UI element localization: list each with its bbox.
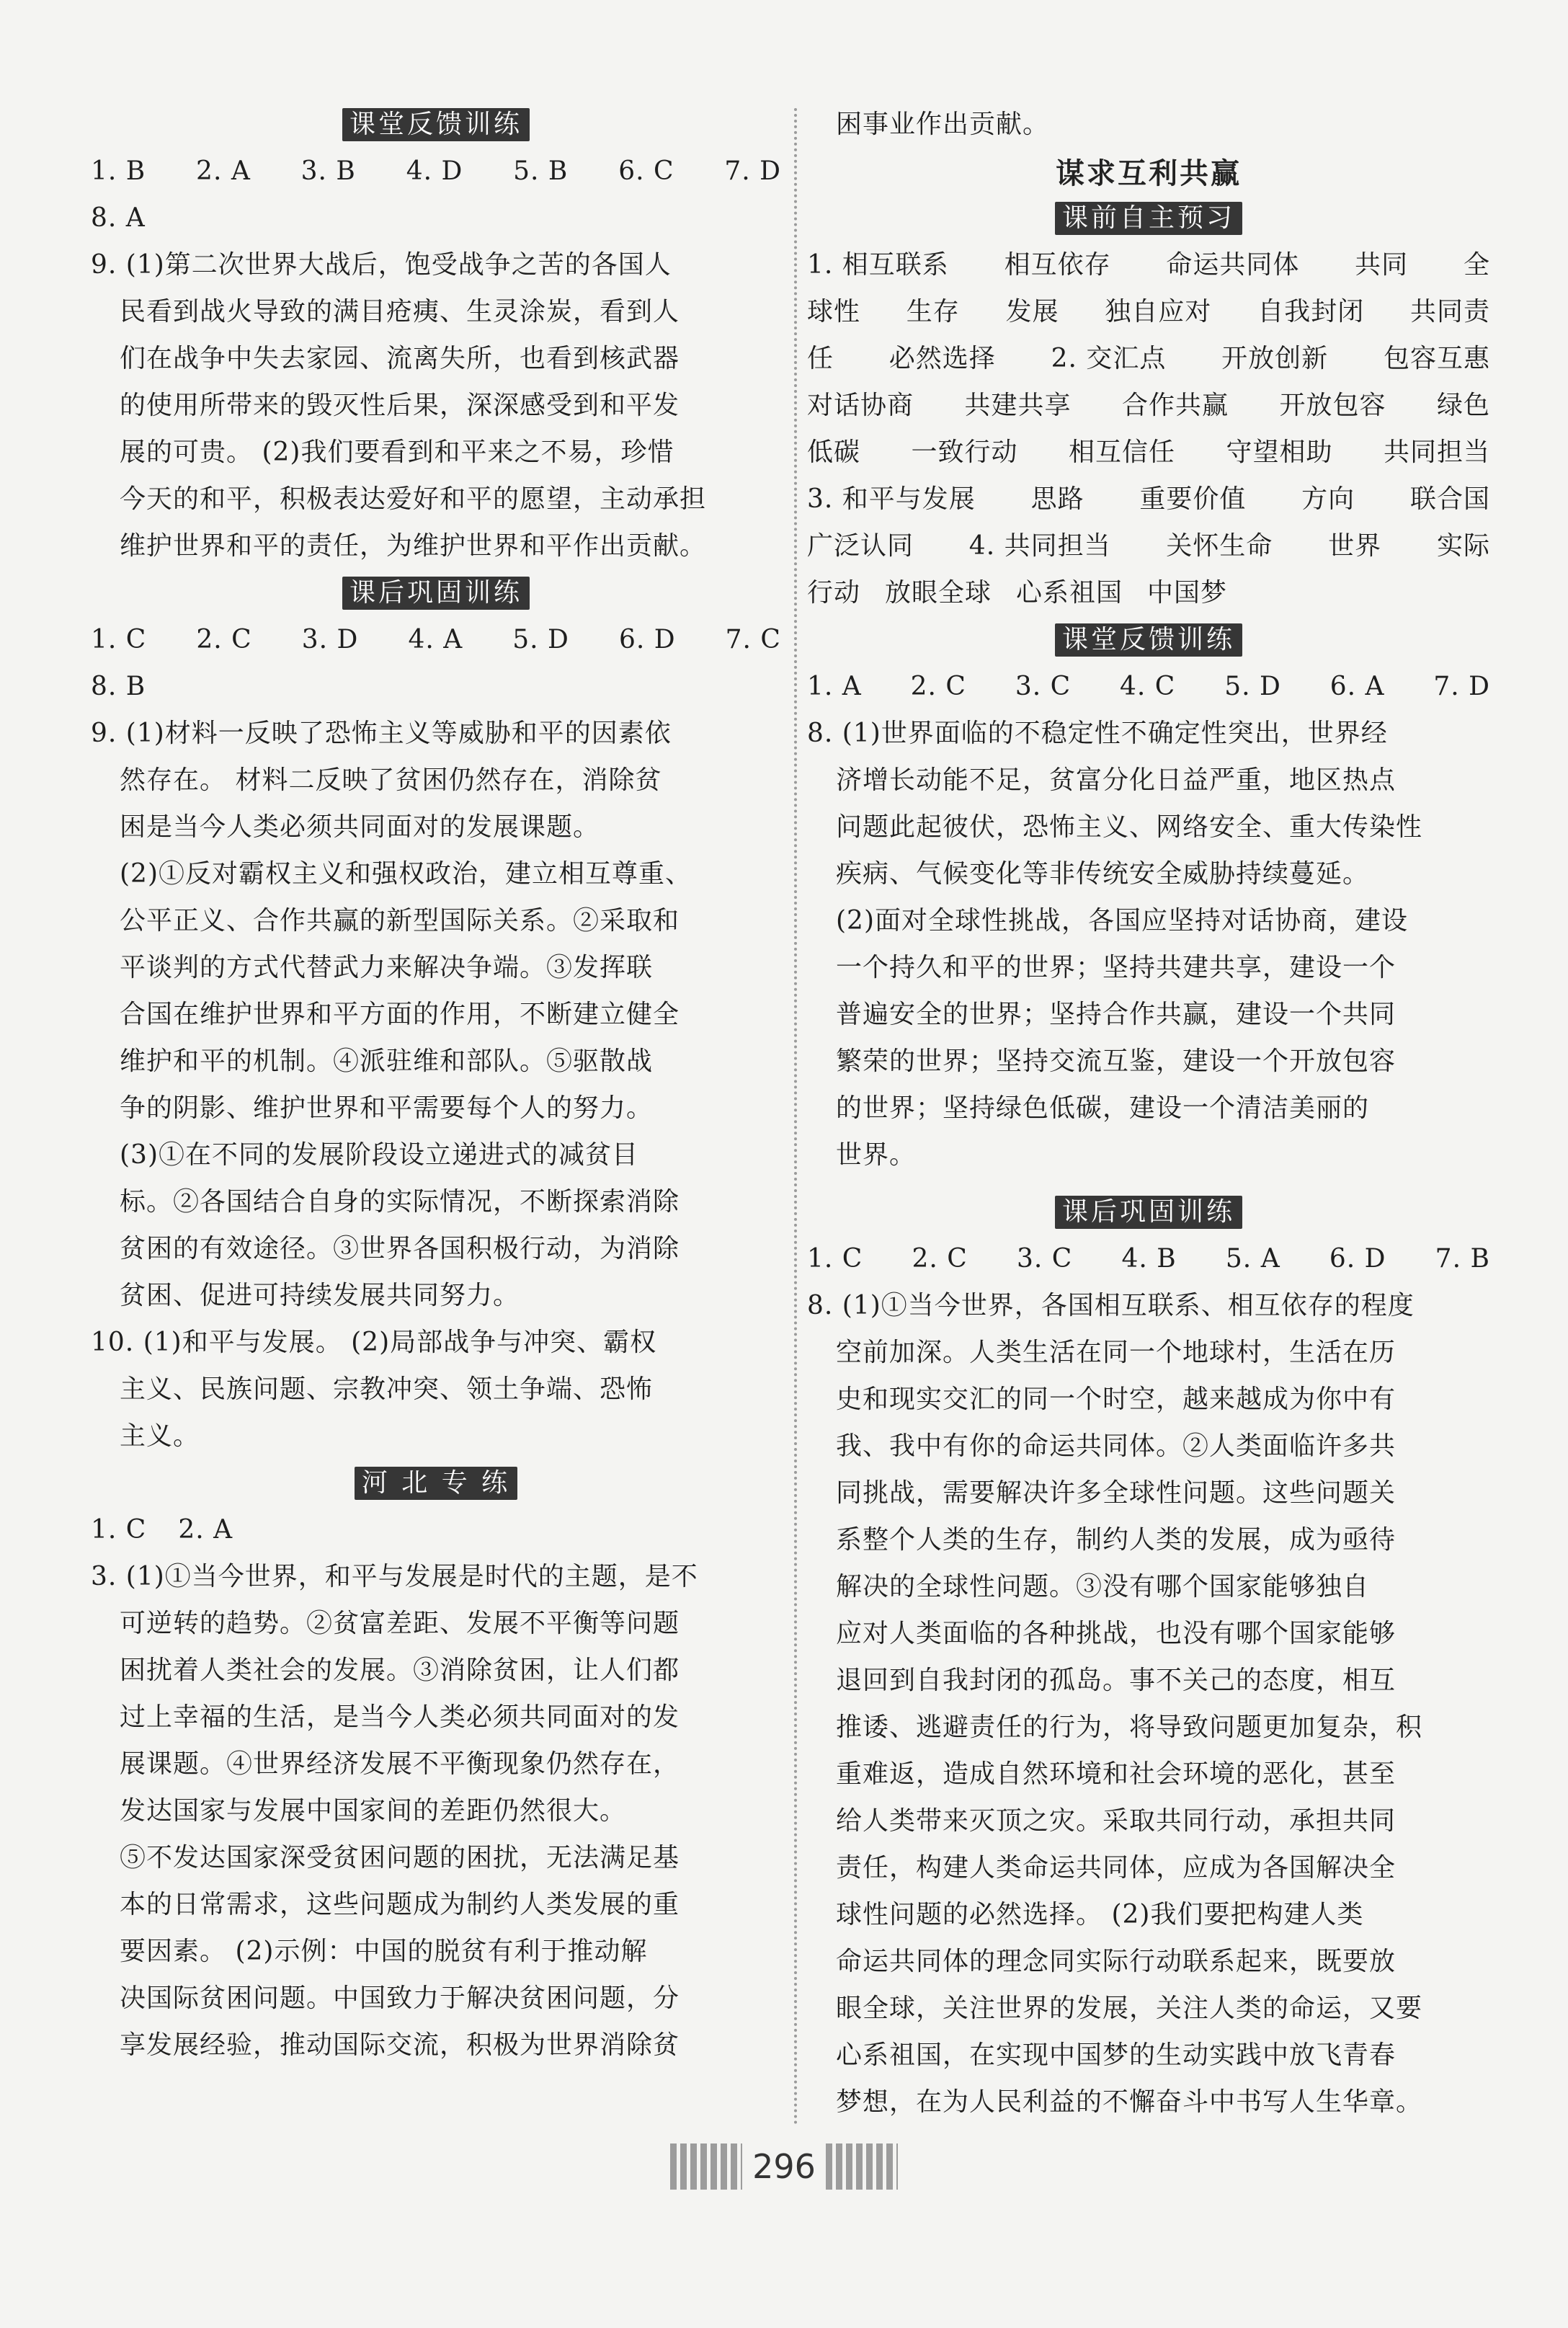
- text-line: 8. A: [91, 203, 146, 233]
- preview-term: 思路: [1030, 484, 1084, 514]
- preview-term: 一致行动: [911, 437, 1018, 467]
- text-line: 贫困、促进可持续发展共同努力。: [120, 1281, 520, 1310]
- text-line: 民看到战火导致的满目疮痍、生灵涂炭，看到人: [120, 297, 680, 326]
- preview-term: 共建共享: [964, 391, 1072, 420]
- answer-item: 2. A: [178, 1515, 233, 1545]
- preview-term: 对话协商: [807, 391, 914, 420]
- text-line: 普遍安全的世界；坚持合作共赢，建设一个共同: [836, 1000, 1396, 1029]
- text-line: 问题此起彼伏，恐怖主义、网络安全、重大传染性: [836, 812, 1423, 842]
- text-line: 公平正义、合作共赢的新型国际关系。②采取和: [120, 906, 680, 936]
- text-line: 的使用所带来的毁灭性后果，深深感受到和平发: [120, 391, 680, 420]
- preview-term: 相互依存: [1004, 250, 1111, 280]
- text-line: 一个持久和平的世界；坚持共建共享，建设一个: [836, 953, 1396, 982]
- preview-term: 3. 和平与发展: [807, 484, 976, 514]
- left-column: [91, 101, 781, 2069]
- preview-term: 开放创新: [1221, 344, 1329, 373]
- preview-term: 发展: [1005, 297, 1059, 326]
- answer-item: 1. C: [807, 1244, 863, 1274]
- text-line: 贫困的有效途径。③世界各国积极行动，为消除: [120, 1234, 680, 1263]
- text-line: 享发展经验，推动国际交流，积极为世界消除贫: [120, 2030, 680, 2060]
- text-line: 困事业作出贡献。: [836, 110, 1050, 139]
- text-line: 平谈判的方式代替武力来解决争端。③发挥联: [120, 953, 654, 982]
- answer-item: 5. D: [512, 625, 569, 654]
- text-line: (3)①在不同的发展阶段设立递进式的减贫目: [120, 1140, 638, 1170]
- answer-item: 3. D: [301, 625, 359, 654]
- preview-term: 任: [807, 344, 834, 373]
- preview-row: [807, 335, 1490, 382]
- text-line: 维护和平的机制。④派驻维和部队。⑤驱散战: [120, 1047, 654, 1076]
- text-line: 8. B: [91, 672, 146, 701]
- answer-item: 1. C: [91, 1515, 147, 1545]
- text-line: 繁荣的世界；坚持交流互鉴，建设一个开放包容: [836, 1047, 1396, 1076]
- preview-term: 独自应对: [1105, 297, 1212, 326]
- text-line: 疾病、气候变化等非传统安全威胁持续蔓延。: [836, 859, 1370, 889]
- preview-term: 实际: [1436, 531, 1490, 561]
- text-line: 梦想，在为人民利益的不懈奋斗中书写人生华章。: [836, 2087, 1423, 2117]
- preview-term: 开放包容: [1279, 391, 1386, 420]
- text-line: 争的阴影、维护世界和平需要每个人的努力。: [120, 1093, 654, 1123]
- preview-term: 自我封闭: [1257, 297, 1365, 326]
- text-line: 展课题。④世界经济发展不平衡现象仍然存在，: [120, 1749, 680, 1779]
- text-line: 的世界；坚持绿色低碳，建设一个清洁美丽的: [836, 1093, 1370, 1123]
- preview-term: 广泛认同: [807, 531, 914, 561]
- text-line: 重难返，造成自然环境和社会环境的恶化，甚至: [836, 1759, 1396, 1789]
- footer-bars-right: [826, 2143, 898, 2190]
- answer-item: 4. A: [408, 625, 463, 654]
- text-line: 命运共同体的理念同实际行动联系起来，既要放: [836, 1947, 1396, 1976]
- preview-term: 生存: [906, 297, 960, 326]
- text-line: 退回到自我封闭的孤岛。事不关己的态度，相互: [836, 1666, 1396, 1695]
- answer-item: 7. B: [1435, 1244, 1490, 1274]
- text-line: 责任，构建人类命运共同体，应成为各国解决全: [836, 1853, 1396, 1883]
- section-heading: [91, 569, 781, 616]
- answer-item: 6. A: [1329, 672, 1385, 701]
- preview-term: 2. 交汇点: [1051, 344, 1167, 373]
- text-line: 给人类带来灭顶之灾。采取共同行动，承担共同: [836, 1806, 1396, 1836]
- answer-item: 3. C: [1017, 1244, 1073, 1274]
- preview-row: [807, 523, 1490, 569]
- answer-item: 3. B: [300, 156, 356, 186]
- preview-row: [807, 476, 1490, 523]
- preview-term: 命运共同体: [1166, 250, 1300, 280]
- preview-term: 全: [1463, 250, 1490, 280]
- answer-item: 1. A: [807, 672, 862, 701]
- text-line: 系整个人类的生存，制约人类的发展，成为亟待: [836, 1525, 1396, 1555]
- text-line: 可逆转的趋势。②贫富差距、发展不平衡等问题: [120, 1609, 680, 1638]
- answer-row: [91, 148, 781, 195]
- text-line: 应对人类面临的各种挑战，也没有哪个国家能够: [836, 1619, 1396, 1648]
- answer-item: 2. A: [196, 156, 251, 186]
- chapter-title: 谋求互利共赢: [1056, 157, 1242, 190]
- preview-term: 关怀生命: [1166, 531, 1273, 561]
- text-line: (2)①反对霸权主义和强权政治，建立相互尊重、: [120, 859, 692, 889]
- column-divider: [794, 108, 797, 2126]
- section-heading: [807, 195, 1490, 241]
- text-line: 困是当今人类必须共同面对的发展课题。: [120, 812, 600, 842]
- text-line: 同挑战，需要解决许多全球性问题。这些问题关: [836, 1478, 1396, 1508]
- preview-term: 绿色: [1436, 391, 1490, 420]
- answer-item: 4. B: [1121, 1244, 1177, 1274]
- preview-term: 共同担当: [1383, 437, 1490, 467]
- section-heading-label: 课后巩固训练: [1055, 1196, 1242, 1229]
- preview-term: 守望相助: [1226, 437, 1333, 467]
- preview-term: 重要价值: [1139, 484, 1247, 514]
- section-heading: [91, 101, 781, 148]
- answer-item: 3. C: [1015, 672, 1072, 701]
- answer-item: 4. D: [406, 156, 463, 186]
- preview-row: [807, 288, 1490, 335]
- text-line: 解决的全球性问题。③没有哪个国家能够独自: [836, 1572, 1370, 1601]
- text-line: 推诿、逃避责任的行为，将导致问题更加复杂，积: [836, 1712, 1423, 1742]
- answer-item: 1. B: [91, 156, 146, 186]
- answer-row: [807, 663, 1490, 710]
- text-line: 心系祖国，在实现中国梦的生动实践中放飞青春: [836, 2040, 1396, 2070]
- page-footer: [0, 2143, 1568, 2190]
- preview-term: 必然选择: [888, 344, 996, 373]
- answer-item: 2. C: [196, 625, 252, 654]
- text-line: 济增长动能不足，贫富分化日益严重，地区热点: [836, 765, 1396, 795]
- answer-item: 6. D: [1329, 1244, 1386, 1274]
- preview-term: 中国梦: [1147, 578, 1228, 608]
- spacer: [807, 1178, 1490, 1189]
- text-line: 世界。: [836, 1140, 917, 1170]
- preview-term: 低碳: [807, 437, 861, 467]
- preview-term: 合作共赢: [1121, 391, 1229, 420]
- text-line: 10. (1)和平与发展。 (2)局部战争与冲突、霸权: [91, 1328, 657, 1357]
- answer-item: 7. D: [1433, 672, 1490, 701]
- text-line: 合国在维护世界和平方面的作用，不断建立健全: [120, 1000, 680, 1029]
- text-line: 标。②各国结合自身的实际情况，不断探索消除: [120, 1187, 680, 1217]
- answer-item: 4. C: [1120, 672, 1176, 701]
- section-heading-label: 课堂反馈训练: [1055, 623, 1242, 657]
- right-column: [807, 101, 1490, 2125]
- text-line: 8. (1)①当今世界，各国相互联系、相互依存的程度: [807, 1291, 1415, 1320]
- section-heading: [807, 1189, 1490, 1235]
- answer-item: 2. C: [910, 672, 966, 701]
- text-line: 我、我中有你的命运共同体。②人类面临许多共: [836, 1431, 1396, 1461]
- answer-row: [807, 1235, 1490, 1282]
- text-line: 决国际贫困问题。中国致力于解决贫困问题，分: [120, 1983, 680, 2013]
- preview-row: [807, 569, 1490, 616]
- text-line: 发达国家与发展中国家间的差距仍然很大。: [120, 1796, 627, 1826]
- text-line: 展的可贵。 (2)我们要看到和平来之不易，珍惜: [120, 437, 674, 467]
- footer-bars-left: [670, 2143, 742, 2190]
- page-number: 296: [752, 2147, 816, 2186]
- answer-row: [91, 1506, 781, 1553]
- text-line: 过上幸福的生活，是当今人类必须共同面对的发: [120, 1702, 680, 1732]
- preview-term: 共同: [1355, 250, 1409, 280]
- answer-item: 6. C: [618, 156, 674, 186]
- text-line: 主义。: [120, 1421, 200, 1451]
- preview-term: 球性: [807, 297, 861, 326]
- text-line: (2)面对全球性挑战，各国应坚持对话协商，建设: [836, 906, 1408, 936]
- preview-term: 1. 相互联系: [807, 250, 949, 280]
- preview-term: 相互信任: [1068, 437, 1175, 467]
- text-line: ⑤不发达国家深受贫困问题的困扰，无法满足基: [120, 1843, 680, 1872]
- preview-row: [807, 429, 1490, 476]
- section-heading-label: 河 北 专 练: [355, 1467, 517, 1500]
- answer-item: 1. C: [91, 625, 147, 654]
- preview-term: 联合国: [1409, 484, 1490, 514]
- answer-row: [91, 616, 781, 663]
- text-line: 然存在。 材料二反映了贫困仍然存在，消除贫: [120, 765, 662, 795]
- section-heading: [91, 1460, 781, 1506]
- section-heading-label: 课堂反馈训练: [342, 108, 530, 141]
- answer-item: 7. D: [724, 156, 781, 186]
- preview-term: 4. 共同担当: [968, 531, 1111, 561]
- text-line: 史和现实交汇的同一个时空，越来越成为你中有: [836, 1385, 1396, 1414]
- section-heading-label: 课后巩固训练: [342, 577, 530, 610]
- section-heading-label: 课前自主预习: [1055, 202, 1242, 235]
- preview-term: 行动: [807, 578, 861, 608]
- answer-item: 2. C: [912, 1244, 968, 1274]
- text-line: 要因素。 (2)示例：中国的脱贫有利于推动解: [120, 1937, 648, 1966]
- answer-item: 6. D: [618, 625, 676, 654]
- text-line: 困扰着人类社会的发展。③消除贫困，让人们都: [120, 1656, 680, 1685]
- text-line: 9. (1)第二次世界大战后，饱受战争之苦的各国人: [91, 250, 672, 280]
- text-line: 们在战争中失去家园、流离失所，也看到核武器: [120, 344, 680, 373]
- preview-term: 心系祖国: [1016, 578, 1123, 608]
- preview-term: 包容互惠: [1383, 344, 1490, 373]
- preview-term: 方向: [1301, 484, 1355, 514]
- preview-row: [807, 382, 1490, 429]
- answer-item: 5. D: [1224, 672, 1281, 701]
- preview-term: 共同责: [1409, 297, 1490, 326]
- section-heading: [807, 616, 1490, 663]
- text-line: 本的日常需求，这些问题成为制约人类发展的重: [120, 1890, 680, 1919]
- text-line: 维护世界和平的责任，为维护世界和平作出贡献。: [120, 531, 707, 561]
- text-line: 8. (1)世界面临的不稳定性不确定性突出，世界经: [807, 719, 1388, 748]
- text-line: 3. (1)①当今世界，和平与发展是时代的主题，是不: [91, 1562, 698, 1591]
- text-line: 9. (1)材料一反映了恐怖主义等威胁和平的因素依: [91, 719, 672, 748]
- answer-item: 5. A: [1225, 1244, 1280, 1274]
- preview-term: 世界: [1328, 531, 1382, 561]
- text-line: 空前加深。人类生活在同一个地球村，生活在历: [836, 1338, 1396, 1367]
- preview-term: 放眼全球: [885, 578, 992, 608]
- text-line: 球性问题的必然选择。 (2)我们要把构建人类: [836, 1900, 1364, 1929]
- text-line: 眼全球，关注世界的发展，关注人类的命运，又要: [836, 1994, 1423, 2023]
- answer-item: 7. C: [725, 625, 781, 654]
- text-line: 主义、民族问题、宗教冲突、领土争端、恐怖: [120, 1374, 654, 1404]
- text-line: 今天的和平，积极表达爱好和平的愿望，主动承担: [120, 484, 707, 514]
- preview-row: [807, 241, 1490, 288]
- answer-item: 5. B: [513, 156, 569, 186]
